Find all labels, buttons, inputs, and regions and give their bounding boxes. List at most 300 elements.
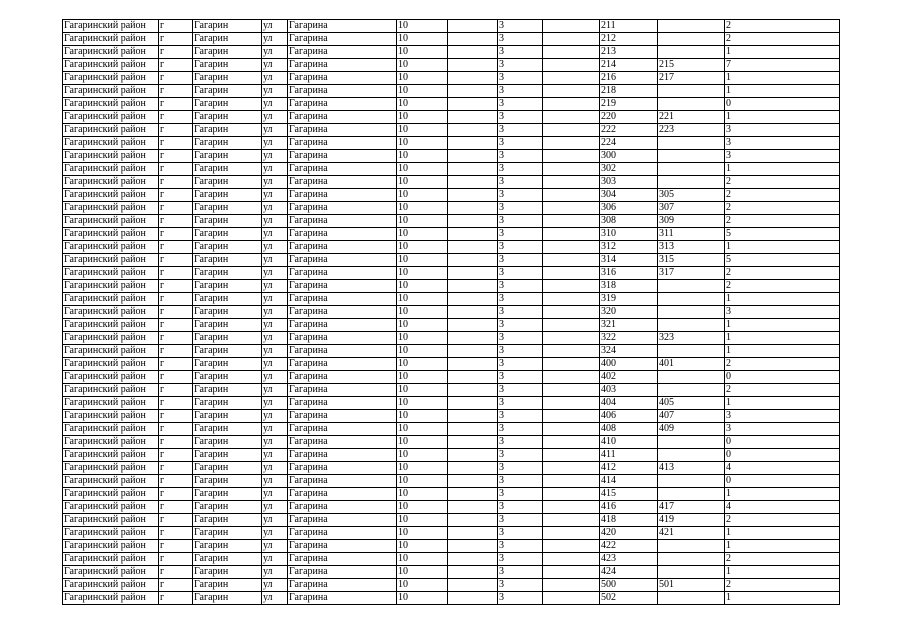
cell-house: 10 [397,20,448,33]
cell-locality-type: г [159,410,193,423]
cell-apartment-2: 313 [658,241,725,254]
table-row [63,579,840,592]
cell-building [448,592,498,605]
cell-apartment-2: 223 [658,124,725,137]
cell-street: Гагарина [288,358,397,371]
table-row [63,150,840,163]
cell-street: Гагарина [288,85,397,98]
cell-house: 10 [397,215,448,228]
cell-section [543,72,600,85]
cell-apartment: 422 [600,540,658,553]
cell-street-type: ул [262,306,288,319]
cell-count: 2 [725,202,840,215]
table-row [63,228,840,241]
cell-floor: 3 [498,410,543,423]
cell-street: Гагарина [288,488,397,501]
cell-apartment-2 [658,33,725,46]
cell-street-type: ул [262,46,288,59]
cell-section [543,527,600,540]
cell-street: Гагарина [288,150,397,163]
cell-house: 10 [397,72,448,85]
cell-floor: 3 [498,397,543,410]
cell-section [543,33,600,46]
cell-floor: 3 [498,124,543,137]
cell-locality-type: г [159,371,193,384]
cell-locality-type: г [159,150,193,163]
cell-street: Гагарина [288,59,397,72]
cell-locality: Гагарин [193,306,262,319]
cell-street-type: ул [262,215,288,228]
cell-building [448,241,498,254]
cell-apartment: 314 [600,254,658,267]
cell-apartment: 415 [600,488,658,501]
cell-count: 0 [725,436,840,449]
cell-house: 10 [397,358,448,371]
cell-floor: 3 [498,46,543,59]
cell-apartment-2 [658,384,725,397]
table-row [63,462,840,475]
cell-apartment-2 [658,436,725,449]
cell-apartment-2 [658,163,725,176]
cell-floor: 3 [498,111,543,124]
cell-locality: Гагарин [193,228,262,241]
cell-locality-type: г [159,423,193,436]
cell-street: Гагарина [288,501,397,514]
cell-floor: 3 [498,527,543,540]
cell-street: Гагарина [288,46,397,59]
cell-floor: 3 [498,371,543,384]
cell-building [448,566,498,579]
cell-district: Гагаринский район [63,462,159,475]
cell-building [448,384,498,397]
cell-count: 3 [725,150,840,163]
table-row [63,501,840,514]
cell-district: Гагаринский район [63,592,159,605]
cell-house: 10 [397,501,448,514]
cell-section [543,280,600,293]
cell-count: 1 [725,397,840,410]
cell-building [448,59,498,72]
cell-building [448,202,498,215]
cell-street: Гагарина [288,163,397,176]
cell-floor: 3 [498,358,543,371]
cell-apartment-2 [658,345,725,358]
cell-building [448,20,498,33]
cell-count: 0 [725,475,840,488]
table-row [63,72,840,85]
cell-house: 10 [397,397,448,410]
cell-street: Гагарина [288,267,397,280]
cell-count: 1 [725,46,840,59]
cell-street-type: ул [262,20,288,33]
cell-building [448,449,498,462]
cell-section [543,540,600,553]
cell-street-type: ул [262,514,288,527]
table-row [63,410,840,423]
cell-house: 10 [397,514,448,527]
cell-count: 1 [725,163,840,176]
cell-district: Гагаринский район [63,254,159,267]
cell-apartment-2 [658,137,725,150]
cell-apartment: 408 [600,423,658,436]
table-row [63,553,840,566]
cell-locality: Гагарин [193,254,262,267]
cell-district: Гагаринский район [63,566,159,579]
cell-apartment-2: 215 [658,59,725,72]
cell-locality: Гагарин [193,163,262,176]
table-row [63,566,840,579]
cell-building [448,189,498,202]
cell-building [448,137,498,150]
cell-locality: Гагарин [193,280,262,293]
table-row [63,293,840,306]
cell-count: 1 [725,111,840,124]
table-body [63,20,840,605]
cell-count: 1 [725,85,840,98]
cell-locality-type: г [159,137,193,150]
table-row [63,384,840,397]
cell-apartment-2: 309 [658,215,725,228]
cell-locality-type: г [159,33,193,46]
cell-house: 10 [397,436,448,449]
table-row [63,423,840,436]
cell-building [448,319,498,332]
cell-locality: Гагарин [193,475,262,488]
cell-floor: 3 [498,176,543,189]
cell-locality-type: г [159,592,193,605]
cell-street-type: ул [262,202,288,215]
cell-locality-type: г [159,449,193,462]
cell-locality: Гагарин [193,319,262,332]
cell-locality-type: г [159,514,193,527]
cell-street: Гагарина [288,592,397,605]
cell-floor: 3 [498,319,543,332]
cell-apartment-2: 501 [658,579,725,592]
cell-section [543,436,600,449]
cell-locality-type: г [159,397,193,410]
cell-locality-type: г [159,20,193,33]
cell-apartment: 216 [600,72,658,85]
cell-count: 1 [725,319,840,332]
cell-apartment: 400 [600,358,658,371]
cell-floor: 3 [498,163,543,176]
cell-building [448,176,498,189]
cell-count: 2 [725,176,840,189]
cell-street-type: ул [262,163,288,176]
cell-building [448,254,498,267]
cell-locality: Гагарин [193,527,262,540]
cell-apartment-2: 315 [658,254,725,267]
cell-locality: Гагарин [193,85,262,98]
cell-house: 10 [397,189,448,202]
cell-section [543,475,600,488]
cell-house: 10 [397,59,448,72]
cell-building [448,306,498,319]
cell-locality: Гагарин [193,98,262,111]
cell-apartment: 218 [600,85,658,98]
cell-locality-type: г [159,501,193,514]
cell-locality-type: г [159,46,193,59]
cell-apartment-2 [658,306,725,319]
cell-locality-type: г [159,358,193,371]
cell-section [543,449,600,462]
cell-apartment-2: 421 [658,527,725,540]
cell-house: 10 [397,579,448,592]
cell-street-type: ул [262,319,288,332]
cell-house: 10 [397,566,448,579]
table-row [63,436,840,449]
cell-locality: Гагарин [193,332,262,345]
table-row [63,85,840,98]
cell-floor: 3 [498,267,543,280]
cell-floor: 3 [498,345,543,358]
cell-building [448,85,498,98]
cell-street-type: ул [262,553,288,566]
cell-floor: 3 [498,423,543,436]
cell-count: 1 [725,527,840,540]
cell-apartment-2 [658,150,725,163]
cell-floor: 3 [498,514,543,527]
cell-street-type: ул [262,72,288,85]
table-row [63,176,840,189]
cell-street: Гагарина [288,423,397,436]
cell-floor: 3 [498,566,543,579]
table-row [63,254,840,267]
table-row [63,189,840,202]
cell-street-type: ул [262,384,288,397]
cell-apartment-2: 417 [658,501,725,514]
cell-building [448,423,498,436]
cell-apartment-2: 217 [658,72,725,85]
cell-floor: 3 [498,462,543,475]
cell-section [543,397,600,410]
cell-apartment-2 [658,488,725,501]
cell-apartment: 416 [600,501,658,514]
cell-floor: 3 [498,150,543,163]
cell-count: 2 [725,514,840,527]
table-row [63,345,840,358]
cell-count: 3 [725,423,840,436]
cell-count: 0 [725,449,840,462]
cell-house: 10 [397,462,448,475]
cell-floor: 3 [498,137,543,150]
cell-locality: Гагарин [193,124,262,137]
cell-building [448,215,498,228]
cell-district: Гагаринский район [63,436,159,449]
cell-district: Гагаринский район [63,423,159,436]
cell-count: 2 [725,33,840,46]
cell-count: 1 [725,540,840,553]
cell-locality: Гагарин [193,462,262,475]
cell-apartment-2 [658,371,725,384]
cell-district: Гагаринский район [63,33,159,46]
cell-count: 7 [725,59,840,72]
cell-street-type: ул [262,527,288,540]
cell-count: 2 [725,267,840,280]
cell-street: Гагарина [288,384,397,397]
cell-apartment-2: 405 [658,397,725,410]
cell-street: Гагарина [288,189,397,202]
table-row [63,20,840,33]
cell-street-type: ул [262,59,288,72]
cell-house: 10 [397,423,448,436]
cell-street-type: ул [262,332,288,345]
cell-street: Гагарина [288,397,397,410]
cell-street-type: ул [262,189,288,202]
cell-apartment: 214 [600,59,658,72]
cell-street-type: ул [262,98,288,111]
cell-house: 10 [397,85,448,98]
cell-locality-type: г [159,228,193,241]
cell-building [448,579,498,592]
cell-locality: Гагарин [193,111,262,124]
cell-locality: Гагарин [193,46,262,59]
cell-apartment: 423 [600,553,658,566]
cell-floor: 3 [498,488,543,501]
cell-house: 10 [397,319,448,332]
cell-apartment: 412 [600,462,658,475]
table-row [63,319,840,332]
cell-apartment-2 [658,98,725,111]
cell-count: 2 [725,553,840,566]
cell-district: Гагаринский район [63,397,159,410]
cell-house: 10 [397,254,448,267]
cell-section [543,189,600,202]
cell-street-type: ул [262,111,288,124]
cell-street: Гагарина [288,293,397,306]
cell-locality-type: г [159,98,193,111]
cell-apartment-2: 413 [658,462,725,475]
cell-locality: Гагарин [193,59,262,72]
table-row [63,280,840,293]
cell-locality: Гагарин [193,540,262,553]
cell-locality: Гагарин [193,150,262,163]
cell-locality-type: г [159,254,193,267]
cell-apartment-2 [658,553,725,566]
cell-section [543,462,600,475]
cell-house: 10 [397,150,448,163]
cell-section [543,150,600,163]
cell-district: Гагаринский район [63,202,159,215]
cell-house: 10 [397,449,448,462]
cell-building [448,553,498,566]
cell-apartment: 306 [600,202,658,215]
cell-locality-type: г [159,202,193,215]
cell-count: 4 [725,462,840,475]
cell-street: Гагарина [288,98,397,111]
cell-street-type: ул [262,254,288,267]
cell-street-type: ул [262,293,288,306]
table-row [63,137,840,150]
cell-apartment: 303 [600,176,658,189]
cell-street: Гагарина [288,254,397,267]
cell-building [448,488,498,501]
table-row [63,449,840,462]
cell-floor: 3 [498,98,543,111]
cell-street-type: ул [262,592,288,605]
cell-house: 10 [397,592,448,605]
cell-floor: 3 [498,436,543,449]
cell-street-type: ул [262,267,288,280]
cell-building [448,72,498,85]
cell-street: Гагарина [288,176,397,189]
cell-apartment-2: 311 [658,228,725,241]
table-row [63,267,840,280]
cell-apartment: 418 [600,514,658,527]
cell-street: Гагарина [288,111,397,124]
cell-street: Гагарина [288,306,397,319]
cell-section [543,98,600,111]
cell-count: 1 [725,345,840,358]
cell-building [448,33,498,46]
cell-count: 2 [725,579,840,592]
cell-street: Гагарина [288,579,397,592]
cell-street-type: ул [262,345,288,358]
cell-apartment-2: 305 [658,189,725,202]
cell-section [543,202,600,215]
cell-section [543,20,600,33]
cell-street: Гагарина [288,462,397,475]
cell-street-type: ул [262,137,288,150]
cell-locality: Гагарин [193,189,262,202]
cell-district: Гагаринский район [63,358,159,371]
cell-house: 10 [397,33,448,46]
cell-section [543,592,600,605]
cell-house: 10 [397,267,448,280]
cell-locality: Гагарин [193,358,262,371]
cell-district: Гагаринский район [63,189,159,202]
table-row [63,397,840,410]
cell-section [543,137,600,150]
table-row [63,540,840,553]
cell-street-type: ул [262,501,288,514]
cell-apartment-2 [658,449,725,462]
cell-locality: Гагарин [193,137,262,150]
cell-floor: 3 [498,280,543,293]
cell-district: Гагаринский район [63,410,159,423]
cell-count: 3 [725,306,840,319]
cell-apartment: 324 [600,345,658,358]
cell-section [543,267,600,280]
cell-district: Гагаринский район [63,501,159,514]
cell-street: Гагарина [288,475,397,488]
cell-house: 10 [397,124,448,137]
cell-count: 1 [725,293,840,306]
cell-count: 1 [725,241,840,254]
cell-district: Гагаринский район [63,111,159,124]
cell-district: Гагаринский район [63,124,159,137]
cell-count: 2 [725,384,840,397]
cell-house: 10 [397,163,448,176]
cell-apartment-2 [658,592,725,605]
cell-count: 1 [725,488,840,501]
cell-street: Гагарина [288,72,397,85]
cell-locality-type: г [159,384,193,397]
cell-section [543,59,600,72]
cell-building [448,501,498,514]
cell-street: Гагарина [288,332,397,345]
cell-floor: 3 [498,189,543,202]
cell-house: 10 [397,228,448,241]
cell-building [448,228,498,241]
cell-street: Гагарина [288,228,397,241]
cell-locality: Гагарин [193,72,262,85]
cell-district: Гагаринский район [63,72,159,85]
cell-floor: 3 [498,475,543,488]
cell-count: 0 [725,98,840,111]
cell-building [448,150,498,163]
cell-apartment: 222 [600,124,658,137]
